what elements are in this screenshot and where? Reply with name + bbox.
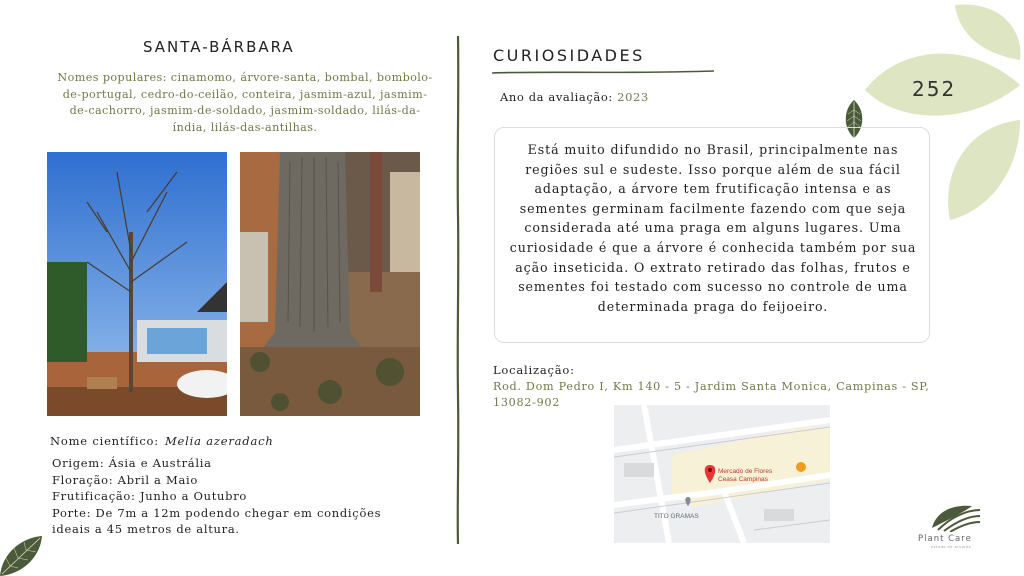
curiosities-text: Está muito difundido no Brasil, principalmente nas regiões sul e sudeste. Isso porque além de sua fácil adaptação, a árvore tem frutificação intensa e as sementes germinam facilmente fazendo com que seja considerada até uma praga em alguns lugares. Uma curiosidade é que a árvore é conhecida também por sua ação inseticida. O extrato retirado das folhas, frutos e sementes foi testado com sucesso no controle de uma determinada praga do feijoeiro.: [509, 142, 917, 314]
plant-facts: [52, 455, 412, 538]
leaf-decoration-bottom-left: [0, 534, 44, 576]
scientific-name-row: [50, 434, 274, 448]
tree-photo: [47, 152, 227, 416]
map-place-line1: Mercado de Flores: [718, 468, 773, 475]
popular-names: Nomes populares: cinamomo, árvore-santa, bombal, bombolo-de-portugal, cedro-do-ceilão, conteira, jasmim-azul, jasmim-de-cachorro, jasmim-de-soldado, jasmim-soldado, lilás-da-índia, lilás-das-antilhas.: [57, 71, 433, 134]
location-address: Rod. Dom Pedro I, Km 140 - 5 - Jardim Santa Monica, Campinas - SP, 13082-902: [493, 380, 930, 409]
trunk-photo: [240, 152, 420, 416]
year-label: Ano da avaliação:: [500, 90, 613, 104]
size: Porte: De 7m a 12m podendo chegar em condições ideais a 45 metros de altura.: [52, 505, 382, 536]
plant-care-logo-icon: [930, 502, 982, 532]
flowering: Floração: Abril a Maio: [52, 472, 199, 487]
plant-common-title: SANTA-BÁRBARA: [143, 38, 295, 56]
title-underline: [492, 68, 714, 76]
location-map[interactable]: [614, 405, 830, 543]
brand-name: Plant Care: [918, 534, 972, 544]
year-value: 2023: [617, 90, 649, 104]
location-label: Localização:: [493, 363, 575, 377]
map-street-label: TITO GRAMAS: [654, 513, 699, 520]
scientific-name: Melia azeradach: [164, 434, 274, 448]
curiosities-title: CURIOSIDADES: [493, 46, 645, 65]
fruiting: Frutificação: Junho a Outubro: [52, 489, 248, 503]
page-number: 252: [912, 77, 957, 101]
scientific-label: Nome científico:: [50, 434, 159, 448]
origin: Origem: Ásia e Austrália: [52, 456, 212, 470]
vertical-divider: [452, 36, 464, 546]
map-place-line2: Ceasa Campinas: [718, 476, 768, 483]
evaluation-year: [500, 90, 649, 104]
brand-tagline: estudo de arvores: [931, 545, 972, 549]
